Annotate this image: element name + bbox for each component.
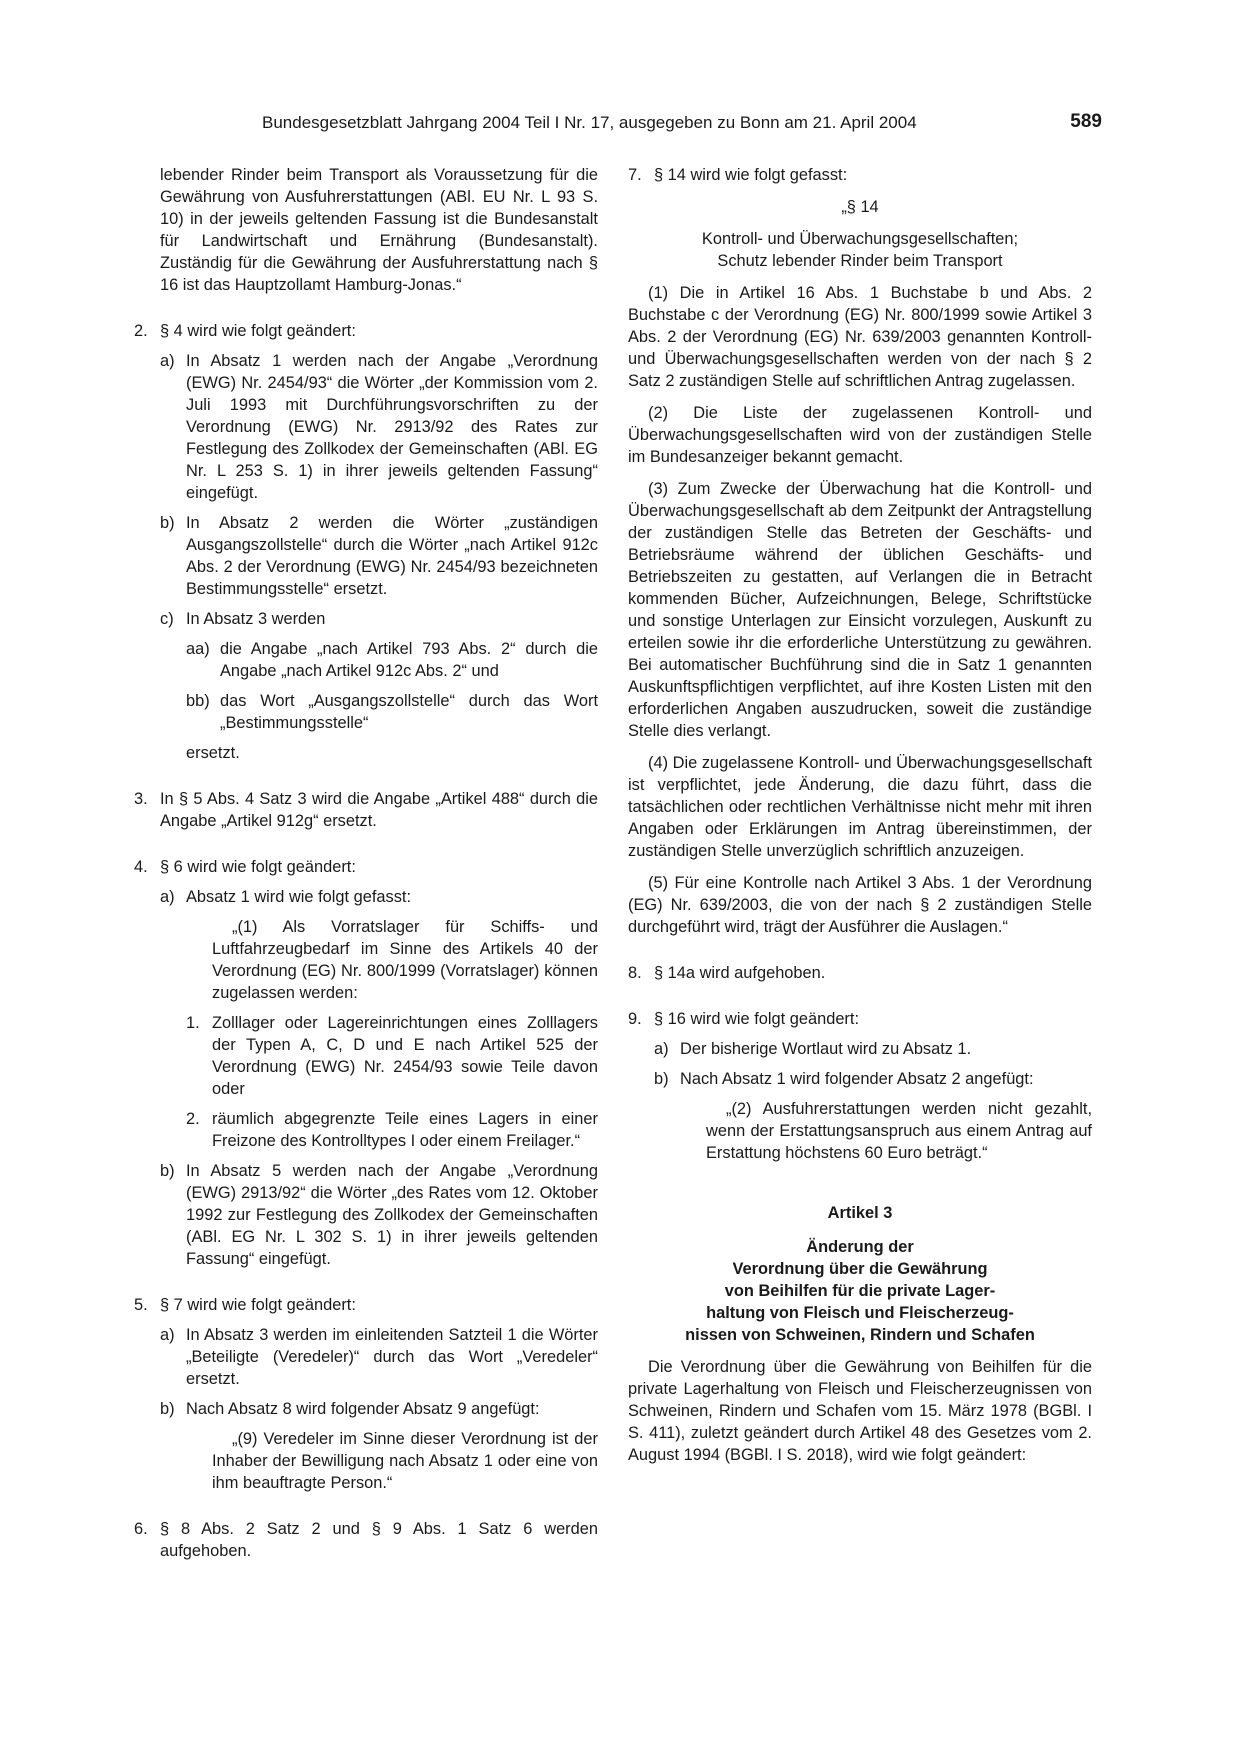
item-text: § 16 wird wie folgt geändert: <box>654 1010 860 1028</box>
list-item-6 <box>134 1518 598 1562</box>
item-marker: 7. <box>628 166 642 184</box>
article-title: Artikel 3 <box>827 1204 893 1222</box>
item-marker: a) <box>160 1326 175 1344</box>
item-marker: 9. <box>628 1010 642 1028</box>
sub-item-c <box>160 608 598 764</box>
paragraph-abs-3: (3) Zum Zwecke der Überwachung hat die Kontroll- und Überwachungsgesellschaft ab dem Zeitpunkt der Antragstellung der zuständigen Stelle das Betreten der Geschäfts- und Betriebsräume während der üblichen Geschäfts- und Betriebszeiten zu gestatten, auf Verlangen die in Betracht kommenden Bücher, Aufzeichnungen, Belege, Schriftstücke und sonstige Unterlagen zur Einsicht vorzulegen, Auskunft zu erteilen sowie ihr die erforderliche Unterstützung zu gewähren. Bei automatischer Buchführung sind die in Satz 1 genannten Auskunftspflichtigen verpflichtet, auf ihre Kosten Listen mit den erforderlichen Angaben auszudrucken, soweit die zuständige Stelle dies verlangt. <box>628 480 1092 740</box>
sub-item-a <box>654 1038 1092 1060</box>
item-text: § 8 Abs. 2 Satz 2 und § 9 Abs. 1 Satz 6 werden aufgehoben. <box>160 1520 598 1560</box>
item-text: Nach Absatz 8 wird folgender Absatz 9 angefügt: <box>186 1400 540 1418</box>
list-item-9 <box>628 1008 1092 1164</box>
article-text: Die Verordnung über die Gewährung von Beihilfen für die private Lagerhaltung von Fleisch und Fleischerzeugnissen von Schweinen, Rindern und Schafen vom 15. März 1978 (BGBl. I S. 411), zuletzt geändert durch Artikel 48 des Gesetzes vom 2. August 1994 (BGBl. I S. 2018), wird wie folgt geändert: <box>628 1358 1092 1464</box>
item-marker: 6. <box>134 1520 148 1538</box>
header-title: Bundesgesetzblatt Jahrgang 2004 Teil I Nr. 17, ausgegeben zu Bonn am 21. April 2004 <box>262 113 917 132</box>
list-item-8 <box>628 962 1092 984</box>
sub-item-a <box>160 886 598 1152</box>
quoted-paragraph: „(9) Veredeler im Sinne dieser Verordnung ist der Inhaber der Bewilligung nach Absatz 1 oder eine von ihm beauftragte Person.“ <box>212 1430 598 1492</box>
item-text: § 4 wird wie folgt geändert: <box>160 322 356 340</box>
sub-item-a <box>160 1324 598 1390</box>
item-marker: b) <box>160 1400 175 1418</box>
item-text: In Absatz 5 werden nach der Angabe „Verordnung (EWG) 2913/92“ die Wörter „des Rates vom 12. Oktober 1992 zur Festlegung des Zollkodex der Gemeinschaften (ABl. EG Nr. L 302 S. 1) in ihrer jeweils geltenden Fassung“ eingefügt. <box>186 1162 598 1268</box>
sub-item-b <box>160 1160 598 1270</box>
paragraph-abs-2: (2) Die Liste der zugelassenen Kontroll- und Überwachungsgesellschaften wird von der zuständigen Stelle im Bundesanzeiger bekannt gemacht. <box>628 404 1092 466</box>
left-column <box>134 164 598 1562</box>
item-text: § 14 wird wie folgt gefasst: <box>654 166 848 184</box>
list-item-5 <box>134 1294 598 1494</box>
item-marker: a) <box>160 352 175 370</box>
paragraph-abs-4: (4) Die zugelassene Kontroll- und Überwachungsgesellschaft ist verpflichtet, jede Änderung, die dazu führt, dass die tatsächlichen oder rechtlichen Verhältnisse nicht mehr mit ihren Angaben oder Erklärungen im Antrag übereinstimmen, der zuständigen Stelle unverzüglich schriftlich anzuzeigen. <box>628 754 1092 860</box>
list-item-2 <box>134 320 598 764</box>
item-marker: c) <box>160 610 174 628</box>
section-heading-line-1: Kontroll- und Überwachungsgesellschaften; <box>701 230 1019 248</box>
item-text: räumlich abgegrenzte Teile eines Lagers in einer Freizone des Kontrolltypes I oder einem Freilager.“ <box>212 1110 598 1150</box>
item-marker: 4. <box>134 858 148 876</box>
article-heading-line: haltung von Fleisch und Fleischerzeug- <box>706 1304 1014 1322</box>
list-item-4 <box>134 856 598 1270</box>
right-column <box>628 164 1092 1466</box>
item-text: Absatz 1 wird wie folgt gefasst: <box>186 888 412 906</box>
page-number: 589 <box>1070 111 1102 132</box>
sub-item-a <box>160 350 598 504</box>
article-heading-line: Änderung der <box>806 1238 914 1256</box>
item-marker: 1. <box>186 1014 200 1032</box>
item-text: In Absatz 3 werden im einleitenden Satzteil 1 die Wörter „Beteiligte (Veredeler)“ durch das Wort „Veredeler“ ersetzt. <box>186 1326 598 1388</box>
article-heading-line: nissen von Schweinen, Rindern und Schafen <box>685 1326 1035 1344</box>
item-text: Der bisherige Wortlaut wird zu Absatz 1. <box>680 1040 972 1058</box>
item-marker: 5. <box>134 1296 148 1314</box>
item-marker: 2. <box>186 1110 200 1128</box>
sub-item-b <box>654 1068 1092 1164</box>
paragraph-abs-5: (5) Für eine Kontrolle nach Artikel 3 Abs. 1 der Verordnung (EG) Nr. 639/2003, die von der nach § 2 zuständigen Stelle durchgeführt wird, trägt der Ausführer die Auslagen.“ <box>628 874 1092 936</box>
quoted-paragraph: „(2) Ausfuhrerstattungen werden nicht gezahlt, wenn der Erstattungsanspruch aus einem Antrag auf Erstattung höchstens 60 Euro beträgt.“ <box>706 1100 1092 1162</box>
article-heading-line: von Beihilfen für die private Lager- <box>724 1282 996 1300</box>
item-marker: 3. <box>134 790 148 808</box>
item-text: In Absatz 2 werden die Wörter „zuständigen Ausgangszollstelle“ durch die Wörter „nach Artikel 912c Abs. 2 der Verordnung (EWG) Nr. 2454/93 bezeichneten Bestimmungsstelle“ ersetzt. <box>186 514 598 598</box>
article-heading-line: Verordnung über die Gewährung <box>732 1260 988 1278</box>
sub-sub-item-aa <box>186 638 598 682</box>
item-text: Zolllager oder Lagereinrichtungen eines Zolllagers der Typen A, C, D und E nach Artikel 525 der Verordnung (EWG) Nr. 2454/93 sowie Teile davon oder <box>212 1014 598 1098</box>
section-heading-line-2: Schutz lebender Rinder beim Transport <box>717 252 1003 270</box>
numbered-item-2 <box>186 1108 598 1152</box>
item-marker: aa) <box>186 640 210 658</box>
item-text: ersetzt. <box>186 744 240 762</box>
item-text: In Absatz 3 werden <box>186 610 326 628</box>
item-text: § 6 wird wie folgt geändert: <box>160 858 356 876</box>
numbered-item-1 <box>186 1012 598 1100</box>
sub-item-b <box>160 512 598 600</box>
item-marker: 8. <box>628 964 642 982</box>
item-text: § 7 wird wie folgt geändert: <box>160 1296 356 1314</box>
section-title: „§ 14 <box>841 198 879 216</box>
page-header <box>262 111 1102 141</box>
item-text: die Angabe „nach Artikel 793 Abs. 2“ durch die Angabe „nach Artikel 912c Abs. 2“ und <box>220 640 598 680</box>
item-marker: a) <box>160 888 175 906</box>
sub-sub-item-bb <box>186 690 598 734</box>
item-text: § 14a wird aufgehoben. <box>654 964 826 982</box>
item-marker: a) <box>654 1040 669 1058</box>
item-marker: b) <box>160 514 175 532</box>
continued-text: lebender Rinder beim Transport als Voraussetzung für die Gewährung von Ausfuhrerstattungen (ABl. EU Nr. L 93 S. 10) in der jeweils geltenden Fassung ist die Bundesanstalt für Landwirtschaft und Ernährung (Bundesanstalt). Zuständig für die Gewährung der Ausfuhrerstattung nach § 16 ist das Hauptzollamt Hamburg-Jonas.“ <box>160 166 598 294</box>
item-marker: b) <box>654 1070 669 1088</box>
sub-item-b <box>160 1398 598 1494</box>
item-text: In Absatz 1 werden nach der Angabe „Verordnung (EWG) Nr. 2454/93“ die Wörter „der Kommission vom 2. Juli 1993 mit Durchführungsvorschriften zu der Verordnung (EWG) Nr. 2913/92 des Rates zur Festlegung des Zollkodex der Gemeinschaften (ABl. EG Nr. L 253 S. 1) in ihrer jeweils geltenden Fassung“ eingefügt. <box>186 352 598 502</box>
paragraph-abs-1: (1) Die in Artikel 16 Abs. 1 Buchstabe b und Abs. 2 Buchstabe c der Verordnung (EG) Nr. 800/1999 sowie Artikel 3 Abs. 2 der Verordnung (EG) Nr. 639/2003 genannten Kontroll- und Überwachungsgesellschaften werden von der nach § 2 Satz 2 zuständigen Stelle auf schriftlichen Antrag zugelassen. <box>628 284 1092 390</box>
item-text: Nach Absatz 1 wird folgender Absatz 2 angefügt: <box>680 1070 1034 1088</box>
item-text: In § 5 Abs. 4 Satz 3 wird die Angabe „Artikel 488“ durch die Angabe „Artikel 912g“ ersetzt. <box>160 790 598 830</box>
list-item-7 <box>628 164 1092 186</box>
item-marker: bb) <box>186 692 210 710</box>
quoted-paragraph: „(1) Als Vorratslager für Schiffs- und Luftfahrzeugbedarf im Sinne des Artikels 40 der Verordnung (EG) Nr. 800/1999 (Vorratslager) können zugelassen werden: <box>212 918 598 1002</box>
item-text: das Wort „Ausgangszollstelle“ durch das Wort „Bestimmungsstelle“ <box>220 692 598 732</box>
item-marker: b) <box>160 1162 175 1180</box>
item-marker: 2. <box>134 322 148 340</box>
list-item-3 <box>134 788 598 832</box>
